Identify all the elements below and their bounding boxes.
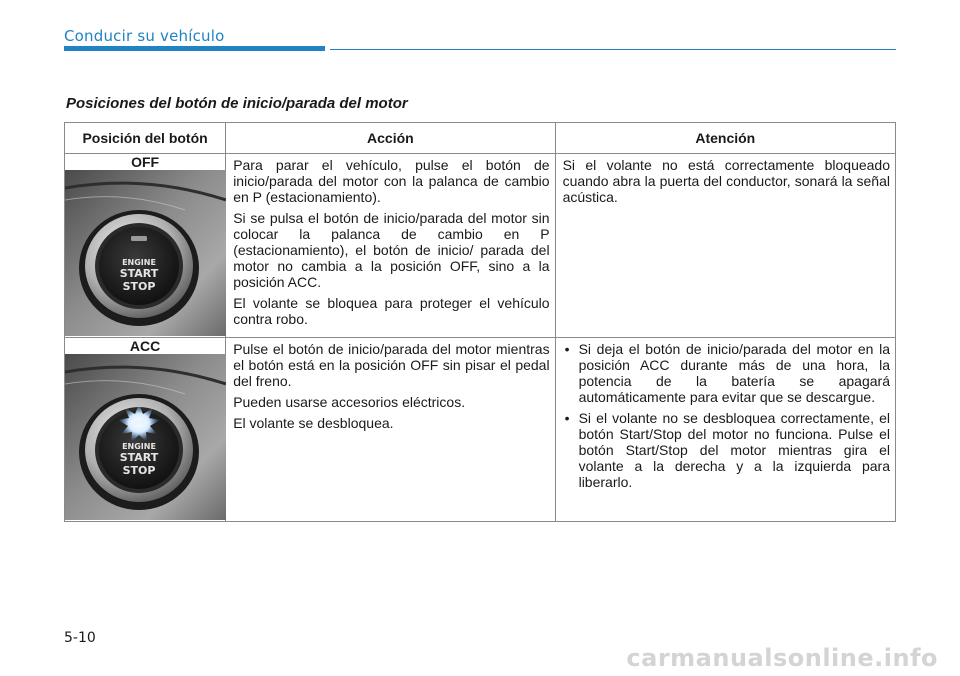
- header-rule-thick: [64, 46, 325, 51]
- button-text-stop: STOP: [122, 280, 156, 293]
- table-header-row: [65, 123, 896, 154]
- button-text-engine: ENGINE: [122, 442, 156, 451]
- attention-cell-off: [555, 154, 895, 338]
- action-text: El volante se desbloquea.: [233, 415, 394, 431]
- page-number: 5-10: [64, 630, 96, 646]
- button-text-start: START: [119, 451, 159, 464]
- action-cell-off: [226, 154, 555, 338]
- button-positions-table: [64, 122, 896, 522]
- position-label-acc: ACC: [129, 338, 161, 354]
- column-header-attention: Atención: [555, 123, 895, 154]
- position-cell-acc: [65, 338, 226, 522]
- action-text: Si se pulsa el botón de inicio/parada del motor sin colocar la palanca de cambio en P (estacionamiento), el botón de inicio/ parada del motor no cambia a la posición OFF, sino a la posición ACC.: [233, 210, 550, 290]
- action-cell-acc: [226, 338, 555, 522]
- attention-text: Si el volante no está correctamente bloqueado cuando abra la puerta del conductor, sonará la señal acústica.: [562, 157, 890, 205]
- engine-button-off-image: [65, 170, 226, 336]
- position-label-off: OFF: [131, 154, 160, 170]
- attention-list: [563, 341, 890, 490]
- column-header-action: Acción: [226, 123, 555, 154]
- column-header-position: Posición del botón: [65, 123, 226, 154]
- bullet: •: [564, 341, 570, 357]
- action-text: Para parar el vehículo, pulse el botón de inicio/parada del motor con la palanca de cambio en P (estacionamiento).: [233, 157, 550, 205]
- section-header: Conducir su vehículo: [64, 27, 225, 45]
- table-row: [65, 338, 896, 522]
- attention-text: Si el volante no se desbloquea correctamente, el botón Start/Stop del motor no funciona. Pulse el botón Start/Stop del motor mientras gira el volante a la derecha y a la izquierda para liberarlo.: [578, 410, 890, 490]
- engine-button-acc-image: [65, 354, 226, 520]
- list-item: [563, 341, 890, 405]
- page-title: Posiciones del botón de inicio/parada del motor: [66, 95, 408, 112]
- bullet: •: [564, 410, 570, 426]
- button-text-engine: ENGINE: [122, 258, 156, 267]
- button-text-start: START: [119, 267, 159, 280]
- position-cell-off: [65, 154, 226, 338]
- list-item: [563, 410, 890, 490]
- attention-cell-acc: [555, 338, 895, 522]
- button-text-stop: STOP: [122, 464, 156, 477]
- attention-text: Si deja el botón de inicio/parada del motor en la posición ACC durante más de una hora, la potencia de la batería se apagará automáticamente para evitar que se descargue.: [578, 341, 890, 405]
- watermark: carmanualsonline.info: [626, 644, 938, 672]
- action-text: Pulse el botón de inicio/parada del motor mientras el botón está en la posición OFF sin pisar el pedal del freno.: [233, 341, 550, 389]
- table-row: [65, 154, 896, 338]
- header-rule-thin: [330, 49, 896, 50]
- action-text: Pueden usarse accesorios eléctricos.: [233, 394, 466, 410]
- action-text: El volante se bloquea para proteger el vehículo contra robo.: [233, 295, 550, 327]
